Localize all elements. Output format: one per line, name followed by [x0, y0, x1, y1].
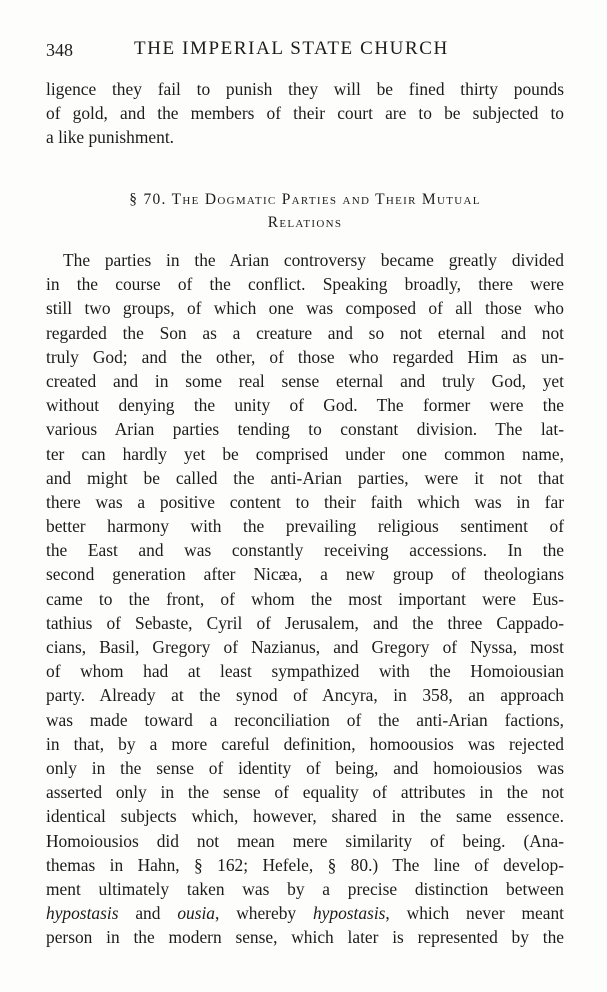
section-title-line-1 — [46, 188, 564, 211]
text-line: and might be called the anti-Arian parties, were it not that — [46, 467, 564, 488]
text-fragment: and — [118, 903, 178, 924]
text-line: there was a positive content to their faith which was in far — [46, 491, 564, 512]
text-line-italic — [46, 901, 564, 925]
page-number: 348 — [46, 40, 73, 60]
text-line: various Arian parties tending to constant division. The lat- — [46, 419, 564, 440]
text-line: only in the sense of identity of being, and homoiousios was — [46, 757, 564, 778]
continuation-paragraph — [46, 77, 564, 149]
text-line: themas in Hahn, § 162; Hefele, § 80.) The line of develop- — [46, 854, 564, 875]
text-line: regarded the Son as a creature and so not eternal and not — [46, 322, 564, 343]
text-line: ment ultimately taken was by a precise distinction between — [46, 878, 564, 899]
text-line: a like punishment. — [46, 127, 174, 147]
text-line: came to the front, of whom the most important were Eus- — [46, 588, 564, 609]
italic-term: hypostasis — [312, 903, 386, 924]
section-title-text: § 70. The Dogmatic Parties and Their Mutual — [129, 191, 481, 208]
italic-term: hypostasis — [46, 903, 119, 924]
text-line: was made toward a reconciliation of the anti-Arian factions, — [46, 709, 564, 730]
text-line: asserted only in the sense of equality of attributes in the not — [46, 782, 564, 803]
text-line: The parties in the Arian controversy became greatly divided — [63, 250, 564, 270]
text-line: Homoiousios did not mean mere similarity of being. (Ana- — [46, 830, 564, 851]
text-line: in the course of the conflict. Speaking broadly, there were — [46, 274, 564, 295]
italic-term: ousia — [177, 903, 215, 924]
page-header — [46, 38, 566, 66]
text-line: in that, by a more careful definition, homoousios was rejected — [46, 733, 564, 754]
text-line: ligence they fail to punish they will be fined thirty pounds — [46, 79, 564, 99]
text-line: cians, Basil, Gregory of Nazianus, and Gregory of Nyssa, most — [46, 637, 564, 657]
section-body — [46, 248, 564, 949]
section-heading — [46, 188, 564, 234]
text-line: party. Already at the synod of Ancyra, in 358, an approach — [46, 685, 564, 706]
text-line: truly God; and the other, of those who regarded Him as un- — [46, 346, 564, 367]
text-fragment: , whereby — [215, 903, 313, 924]
text-line: better harmony with the prevailing religious sentiment of — [46, 516, 564, 537]
text-line: person in the modern sense, which later is represented by the — [46, 927, 564, 948]
text-line: created and in some real sense eternal and truly God, yet — [46, 370, 564, 391]
section-title-text: Relations — [267, 214, 343, 231]
text-fragment: , which never meant — [385, 903, 564, 924]
section-title-line-2 — [46, 211, 564, 234]
text-line: of whom had at least sympathized with the Homoiousian — [46, 661, 564, 682]
text-line: without denying the unity of God. The former were the — [46, 395, 564, 416]
text-line: tathius of Sebaste, Cyril of Jerusalem, and the three Cappado- — [46, 612, 564, 633]
text-line: ter can hardly yet be comprised under one common name, — [46, 443, 564, 464]
text-line: the East and was constantly receiving accessions. In the — [46, 540, 564, 561]
text-line: identical subjects which, however, shared in the same essence. — [46, 806, 564, 827]
text-line: still two groups, of which one was composed of all those who — [46, 298, 564, 319]
text-line: of gold, and the members of their court are to be subjected to — [46, 103, 564, 123]
running-head: THE IMPERIAL STATE CHURCH — [134, 38, 449, 59]
text-line: second generation after Nicæa, a new group of theologians — [46, 564, 564, 585]
